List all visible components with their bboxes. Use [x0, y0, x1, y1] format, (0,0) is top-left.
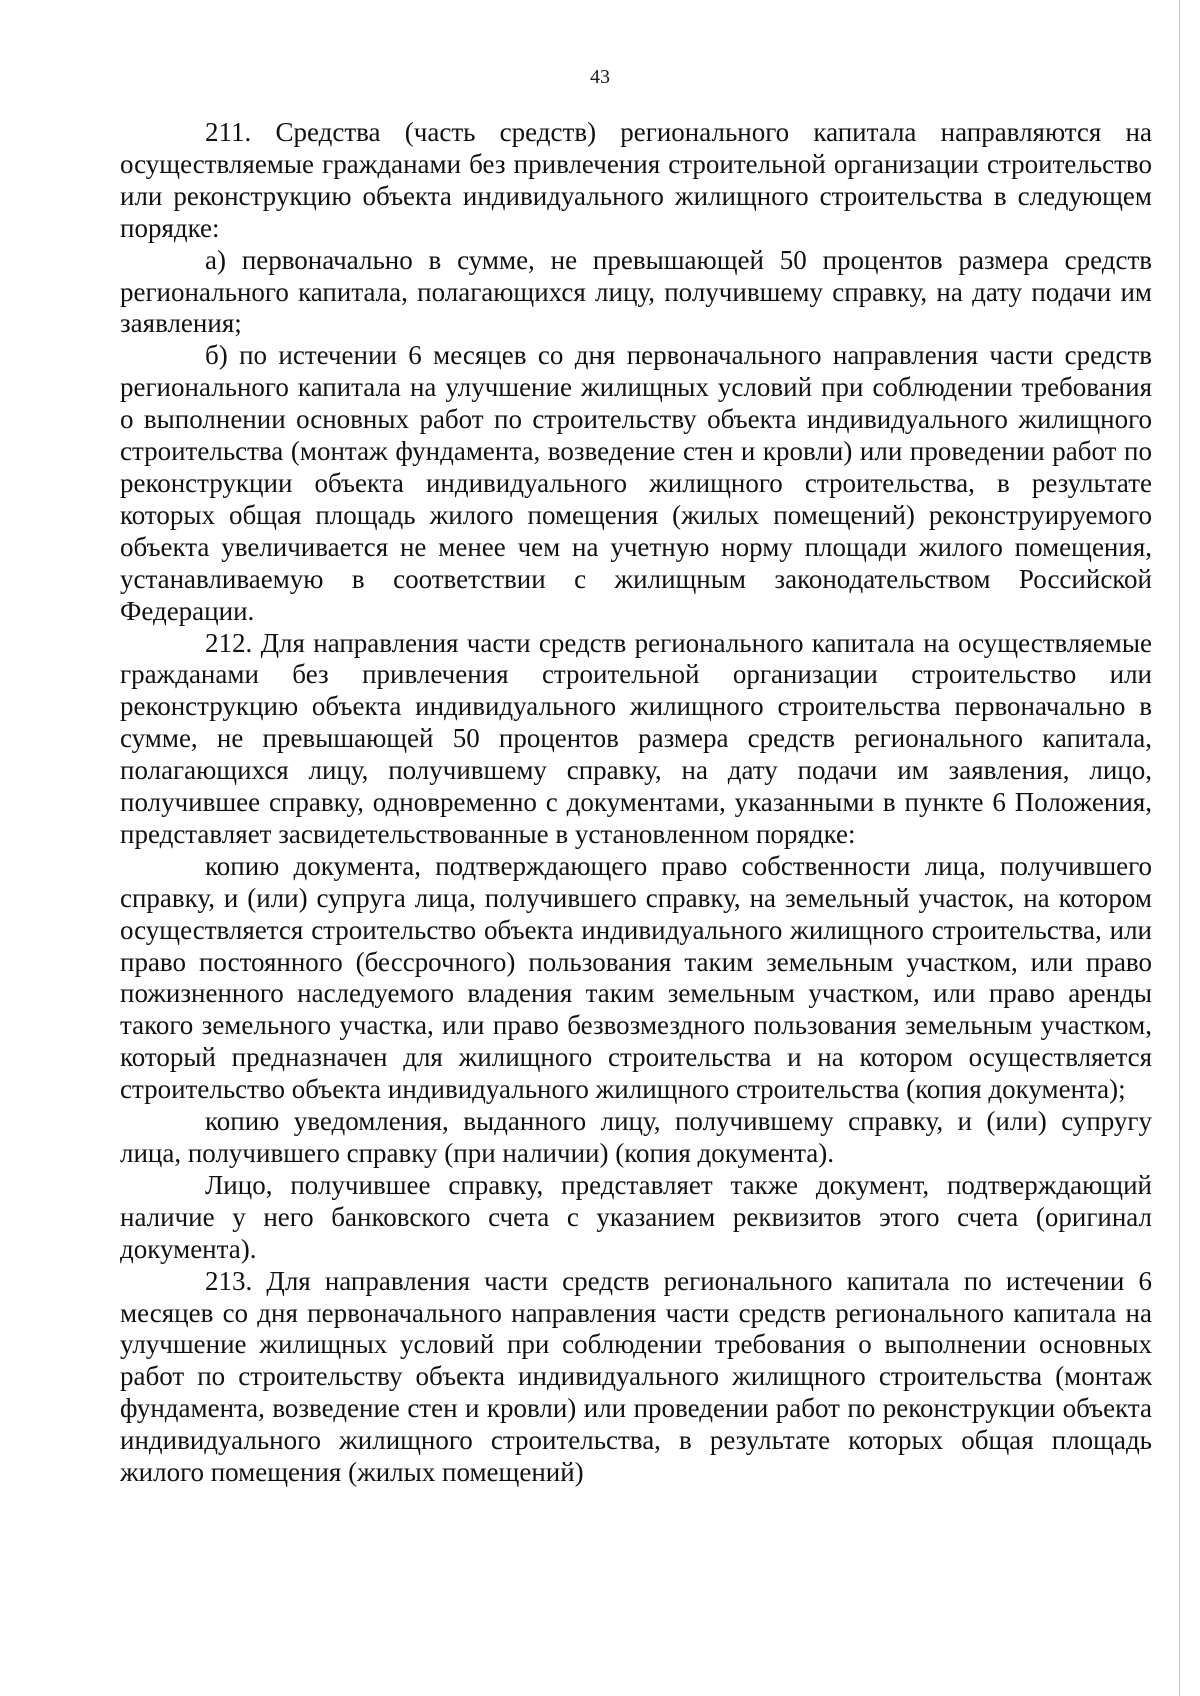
paragraph-213: 213. Для направления части средств регионального капитала по истечении 6 месяцев со дня первоначального направления части средств регионального капитала на улучшение жилищных условий при соблюдении требования о выполнении основных работ по строительству объекта индивидуального жилищного строительства (монтаж фундамента, возведение стен и кровли) или проведении работ по реконструкции объекта индивидуального жилищного строительства, в результате которых общая площадь жилого помещения (жилых помещений) — [120, 1265, 1152, 1488]
paragraph-211-a: а) первоначально в сумме, не превышающей 50 процентов размера средств регионального капитала, полагающихся лицу, получившему справку, на дату подачи им заявления; — [120, 244, 1152, 339]
paragraph-212-bank-account: Лицо, получившее справку, представляет также документ, подтверждающий наличие у него банковского счета с указанием реквизитов этого счета (оригинал документа). — [120, 1169, 1152, 1264]
document-body — [120, 117, 1152, 1489]
page-number: 43 — [590, 66, 610, 88]
paragraph-212: 212. Для направления части средств регионального капитала на осуществляемые гражданами без привлечения строительной организации строительство или реконструкцию объекта индивидуального жилищного строительства первоначально в сумме, не превышающей 50 процентов размера средств регионального капитала, полагающихся лицу, получившему справку, на дату подачи им заявления, лицо, получившее справку, одновременно с документами, указанными в пункте 6 Положения, представляет засвидетельствованные в установленном порядке: — [120, 627, 1152, 849]
paragraph-211: 211. Средства (часть средств) регионального капитала направляются на осуществляемые гражданами без привлечения строительной организации строительство или реконструкцию объекта индивидуального жилищного строительства в следующем порядке: — [120, 117, 1152, 243]
paragraph-211-b: б) по истечении 6 месяцев со дня первоначального направления части средств регионального капитала на улучшение жилищных условий при соблюдении требования о выполнении основных работ по строительству объекта индивидуального жилищного строительства (монтаж фундамента, возведение стен и кровли) или проведении работ по реконструкции объекта индивидуального жилищного строительства, в результате которых общая площадь жилого помещения (жилых помещений) реконструируемого объекта увеличивается не менее чем на учетную норму площади жилого помещения, устанавливаемую в соответствии с жилищным законодательством Российской Федерации. — [120, 340, 1152, 626]
scan-edge-line — [1179, 0, 1180, 1696]
paragraph-212-land-document: копию документа, подтверждающего право собственности лица, получившего справку, и (или) супруга лица, получившего справку, на земельный участок, на котором осуществляется строительство объекта индивидуального жилищного строительства, или право постоянного (бессрочного) пользования таким земельным участком, или право пожизненного наследуемого владения таким земельным участком, или право аренды такого земельного участка, или право безвозмездного пользования земельным участком, который предназначен для жилищного строительства и на котором осуществляется строительство объекта индивидуального жилищного строительства (копия документа); — [120, 850, 1152, 1105]
paragraph-212-notice-copy: копию уведомления, выданного лицу, получившему справку, и (или) супругу лица, получившего справку (при наличии) (копия документа). — [120, 1106, 1152, 1168]
